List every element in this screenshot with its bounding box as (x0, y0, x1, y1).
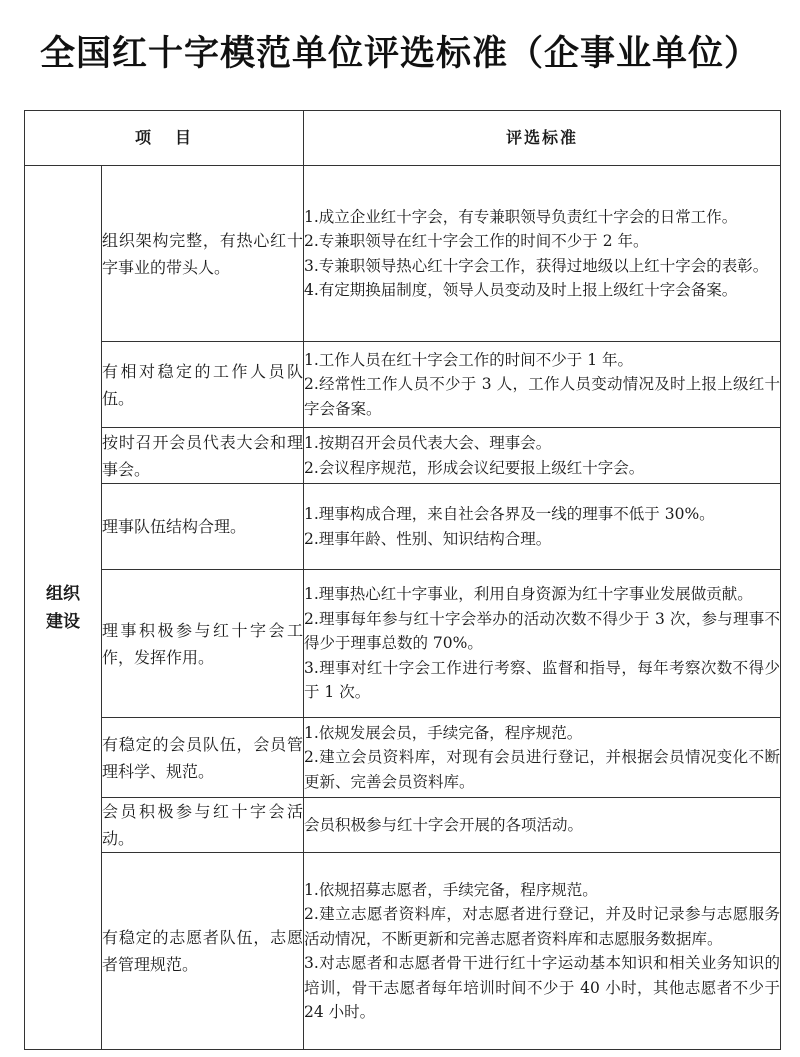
item-cell: 组织架构完整，有热心红十字事业的带头人。 (102, 166, 304, 342)
standard-cell (304, 853, 781, 1050)
standard-line: 1.成立企业红十字会，有专兼职领导负责红十字会的日常工作。 (304, 207, 738, 226)
standard-line: 3.对志愿者和志愿者骨干进行红十字运动基本知识和相关业务知识的培训，骨干志愿者每年培训时间不少于 40 小时，其他志愿者不少于 24 小时。 (304, 954, 780, 1021)
table-row (25, 570, 781, 718)
standard-cell (304, 166, 781, 342)
standard-line: 1.按期召开会员代表大会、理事会。 (304, 434, 552, 452)
category-label-line-2: 建设 (46, 611, 80, 632)
item-cell: 理事积极参与红十字会工作，发挥作用。 (102, 570, 304, 718)
table-row (25, 428, 781, 484)
table-row (25, 342, 781, 428)
standard-line: 2.经常性工作人员不少于 3 人，工作人员变动情况及时上报上级红十字会备案。 (304, 375, 780, 418)
table-row (25, 718, 781, 798)
standard-line: 2.建立会员资料库，对现有会员进行登记，并根据会员情况变化不断更新、完善会员资料库。 (304, 748, 780, 791)
standard-line: 2.理事年龄、性别、知识结构合理。 (304, 529, 552, 548)
item-cell: 会员积极参与红十字会活动。 (102, 798, 304, 853)
standard-line: 4.有定期换届制度，领导人员变动及时上报上级红十字会备案。 (304, 281, 738, 299)
category-label-line-1: 组织 (46, 583, 80, 604)
standard-line: 2.专兼职领导在红十字会工作的时间不少于 2 年。 (304, 232, 649, 250)
header-item (25, 111, 304, 166)
standard-cell (304, 718, 781, 798)
table-row (25, 798, 781, 853)
item-cell: 有稳定的志愿者队伍，志愿者管理规范。 (102, 853, 304, 1050)
table-header-row (25, 111, 781, 166)
standard-line: 会员积极参与红十字会开展的各项活动。 (304, 815, 584, 834)
table-row (25, 166, 781, 342)
item-cell: 有相对稳定的工作人员队伍。 (102, 342, 304, 428)
standard-line: 3.专兼职领导热心红十字会工作，获得过地级以上红十字会的表彰。 (304, 256, 769, 275)
standard-line: 3.理事对红十字会工作进行考察、监督和指导，每年考察次数不得少于 1 次。 (304, 658, 780, 702)
standard-line: 1.工作人员在红十字会工作的时间不少于 1 年。 (304, 350, 634, 369)
standard-cell (304, 342, 781, 428)
standard-line: 1.依规招募志愿者，手续完备，程序规范。 (304, 880, 598, 899)
header-item-char-2: 目 (175, 127, 194, 147)
standard-cell (304, 570, 781, 718)
standard-line: 1.理事构成合理，来自社会各界及一线的理事不低于 30%。 (304, 505, 715, 523)
standard-cell (304, 428, 781, 484)
table-row (25, 484, 781, 570)
item-cell: 理事队伍结构合理。 (102, 484, 304, 570)
table-row (25, 853, 781, 1050)
standard-cell (304, 484, 781, 570)
standard-line: 1.依规发展会员，手续完备，程序规范。 (304, 723, 583, 742)
standard-line: 2.会议程序规范，形成会议纪要报上级红十字会。 (304, 458, 645, 477)
page-title: 全国红十字模范单位评选标准（企事业单位） (39, 34, 760, 74)
standard-line: 2.建立志愿者资料库，对志愿者进行登记，并及时记录参与志愿服务活动情况，不断更新和完善志愿者资料库和志愿服务数据库。 (304, 905, 780, 948)
standard-line: 1.理事热心红十字事业，利用自身资源为红十字事业发展做贡献。 (304, 585, 753, 604)
standard-line: 2.理事每年参与红十字会举办的活动次数不得少于 3 次，参与理事不得少于理事总数的 70%。 (304, 609, 780, 653)
header-item-char-1: 项 (134, 127, 153, 147)
standard-cell (304, 798, 781, 853)
item-cell: 按时召开会员代表大会和理事会。 (102, 428, 304, 484)
item-cell: 有稳定的会员队伍，会员管理科学、规范。 (102, 718, 304, 798)
header-standard: 评选标准 (304, 111, 781, 166)
category-cell (25, 166, 102, 1050)
criteria-table (24, 110, 781, 1050)
